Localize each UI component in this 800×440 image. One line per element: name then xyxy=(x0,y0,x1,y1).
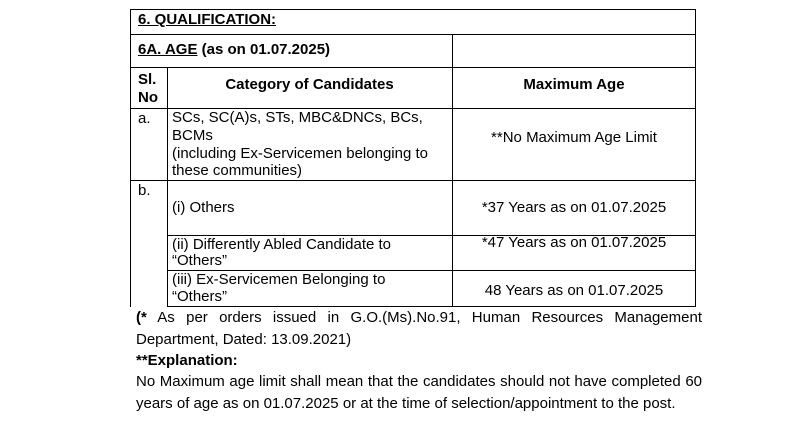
header-sl-line2: No xyxy=(138,89,158,106)
row-b2-category-line: (ii) Differently Abled Candidate to xyxy=(172,236,392,253)
explanation-body: No Maximum age limit shall mean that the candidates should not have completed 60 years of age as on 01.07.2025 or at the time of selection/appointment to the post. xyxy=(136,373,702,412)
row-a-category-line: (including Ex-Servicemen belonging to xyxy=(172,145,428,162)
explanation-heading: **Explanation: xyxy=(136,352,238,369)
section-title: 6. QUALIFICATION: xyxy=(138,11,277,28)
header-max-age: Maximum Age xyxy=(523,76,625,93)
row-a-max-age: **No Maximum Age Limit xyxy=(491,129,657,146)
age-subtitle-date: (as on 01.07.2025) xyxy=(197,41,331,58)
age-subtitle-label: 6A. AGE xyxy=(138,41,198,58)
footnote-line1-text xyxy=(136,309,702,326)
row-b-max-age: *37 Years as on 01.07.2025 xyxy=(481,199,667,216)
row-b2-category-line: “Others” xyxy=(172,252,228,269)
footnote-marker-rest: As per orders issued in G.O.(Ms).No.91, Human Resources Management xyxy=(146,309,702,326)
footnote-line2: Department, Dated: 13.09.2021) xyxy=(136,331,352,348)
row-b-category-line: (i) Others xyxy=(172,199,235,216)
row-b2-max-age: *47 Years as on 01.07.2025 xyxy=(481,234,667,251)
age-subtitle xyxy=(138,41,330,59)
row-a-sl: a. xyxy=(138,110,151,127)
footnote-line1 xyxy=(136,307,702,328)
age-title-empty-cell xyxy=(452,35,696,68)
row-b3-category-line: (iii) Ex-Servicemen Belonging to xyxy=(172,271,386,288)
row-a-category-line: these communities) xyxy=(172,162,303,179)
footnote-marker: (* xyxy=(136,309,147,326)
row-b3-category-line: “Others” xyxy=(172,288,228,305)
row-b-sl: b. xyxy=(138,182,151,199)
header-category: Category of Candidates xyxy=(225,76,394,93)
row-a-category-line: BCMs xyxy=(172,127,213,144)
row-a-category-line: SCs, SC(A)s, STs, MBC&DNCs, BCs, xyxy=(172,109,423,126)
header-sl-line1: Sl. xyxy=(138,71,157,88)
row-b3-max-age: 48 Years as on 01.07.2025 xyxy=(484,282,664,299)
